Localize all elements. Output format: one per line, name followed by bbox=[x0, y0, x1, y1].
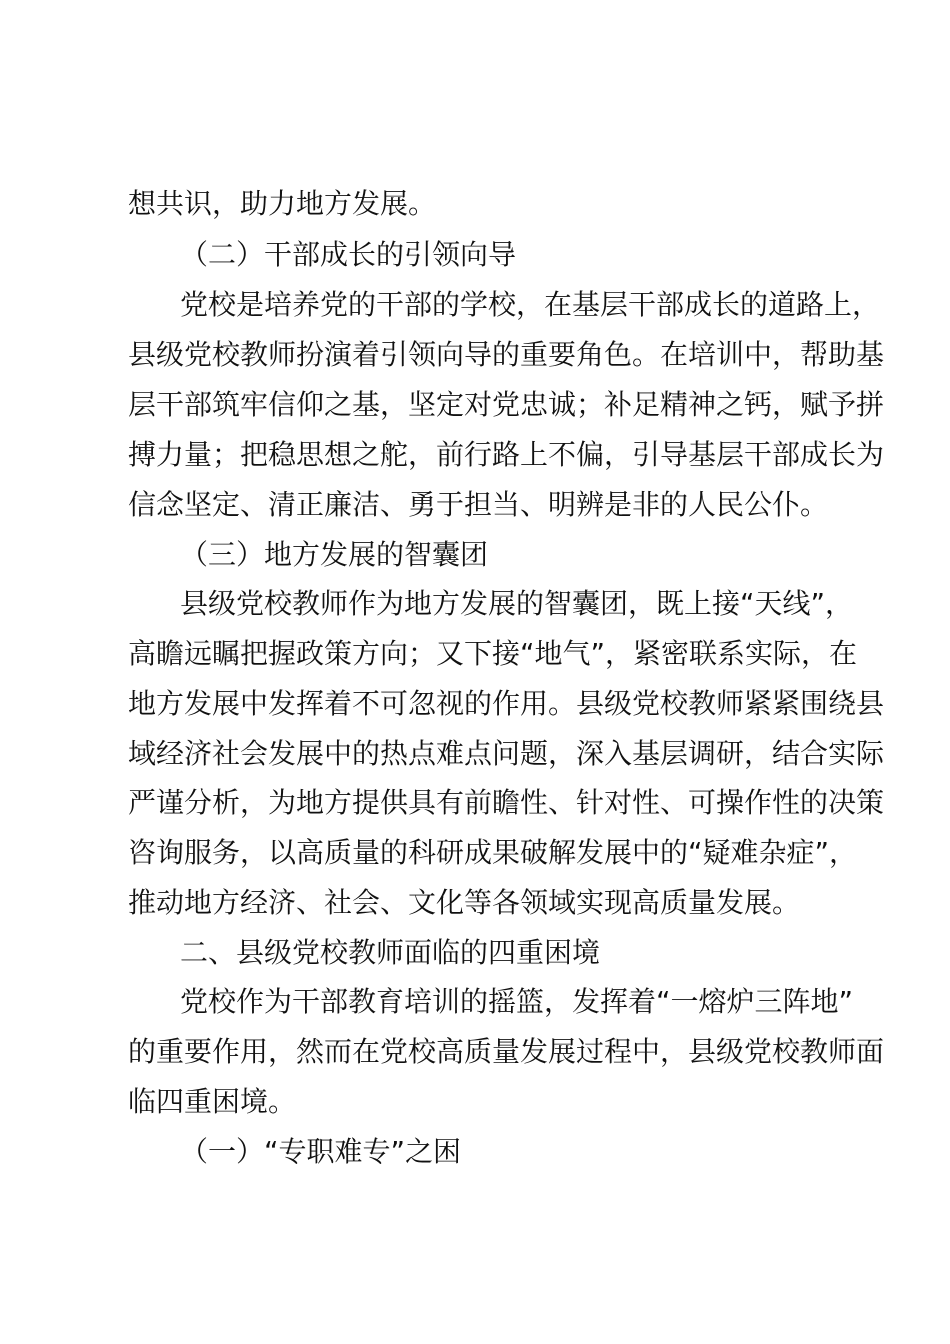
paragraph-line: 信念坚定、清正廉洁、勇于担当、明辨是非的人民公仆。 bbox=[128, 488, 829, 521]
paragraph-line: 高瞻远瞩把握政策方向；又下接“地气”，紧密联系实际，在 bbox=[128, 637, 858, 670]
paragraph-line: 严谨分析，为地方提供具有前瞻性、针对性、可操作性的决策 bbox=[128, 786, 885, 819]
paragraph-line: 县级党校教师扮演着引领向导的重要角色。在培训中，帮助基 bbox=[128, 338, 885, 371]
paragraph-line: 想共识，助力地方发展。 bbox=[128, 187, 437, 220]
paragraph-line: 县级党校教师作为地方发展的智囊团，既上接“天线”， bbox=[180, 587, 854, 620]
section-heading: 二、县级党校教师面临的四重困境 bbox=[180, 936, 601, 969]
section-heading: （二）干部成长的引领向导 bbox=[180, 238, 517, 271]
paragraph-line: 党校是培养党的干部的学校，在基层干部成长的道路上， bbox=[180, 288, 881, 321]
section-heading: （三）地方发展的智囊团 bbox=[180, 538, 489, 571]
paragraph-line: 临四重困境。 bbox=[128, 1085, 297, 1118]
paragraph-line: 搏力量；把稳思想之舵，前行路上不偏，引导基层干部成长为 bbox=[128, 438, 885, 471]
paragraph-line: 域经济社会发展中的热点难点问题，深入基层调研，结合实际 bbox=[128, 737, 885, 770]
paragraph-line: 的重要作用，然而在党校高质量发展过程中，县级党校教师面 bbox=[128, 1035, 885, 1068]
paragraph-line: 咨询服务，以高质量的科研成果破解发展中的“疑难杂症”， bbox=[128, 836, 858, 869]
paragraph-line: 党校作为干部教育培训的摇篮，发挥着“一熔炉三阵地” bbox=[180, 985, 854, 1018]
section-heading: （一）“专职难专”之困 bbox=[180, 1135, 462, 1168]
paragraph-line: 层干部筑牢信仰之基，坚定对党忠诚；补足精神之钙，赋予拼 bbox=[128, 388, 885, 421]
paragraph-line: 推动地方经济、社会、文化等各领域实现高质量发展。 bbox=[128, 886, 801, 919]
paragraph-line: 地方发展中发挥着不可忽视的作用。县级党校教师紧紧围绕县 bbox=[128, 687, 885, 720]
